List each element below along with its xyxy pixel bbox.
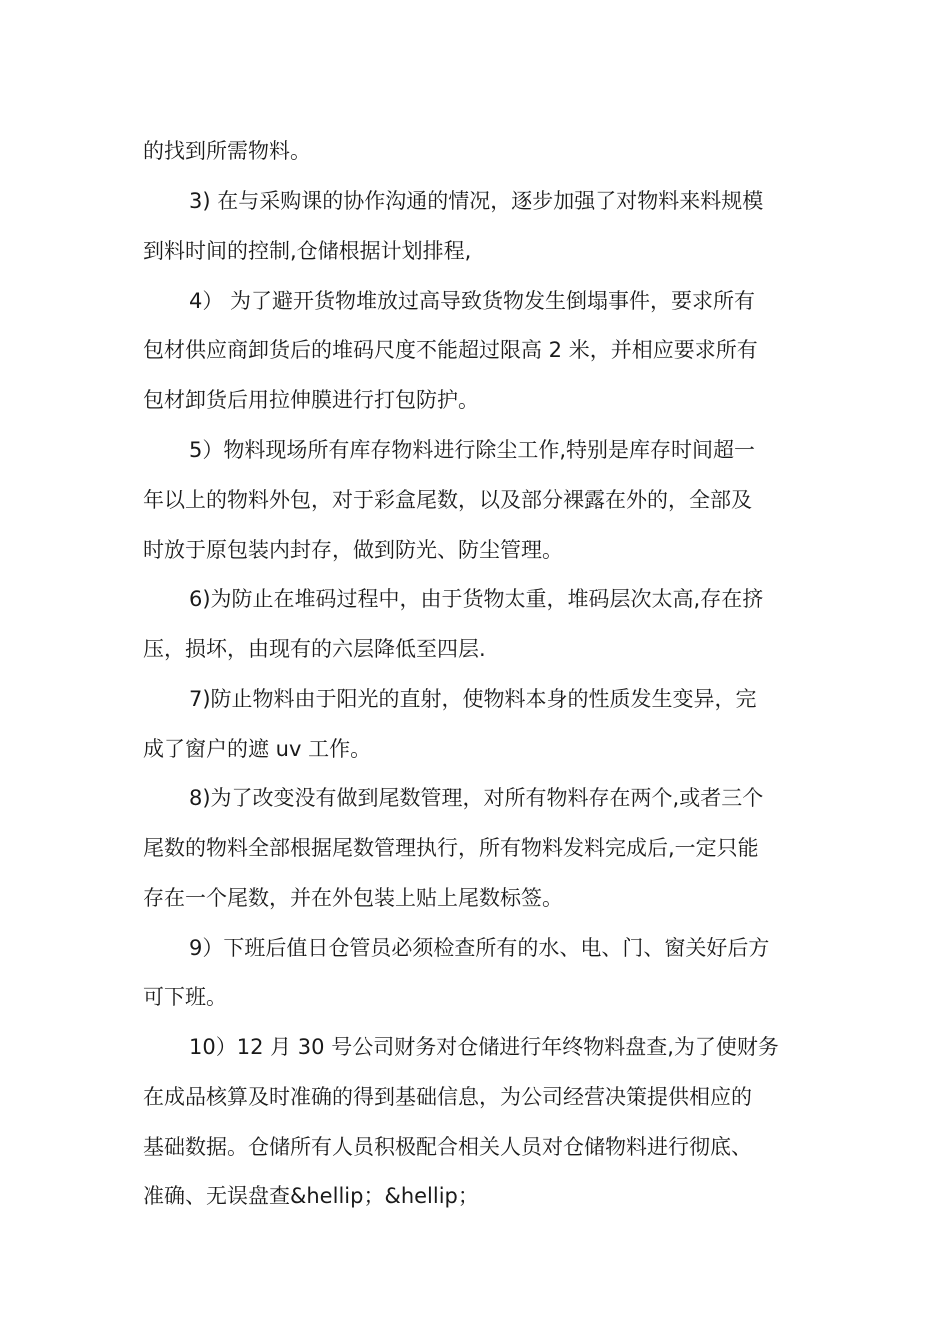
text-line: 7)防止物料由于阳光的直射，使物料本身的性质发生变异，完 — [189, 687, 757, 711]
text-line: 年以上的物料外包，对于彩盒尾数，以及部分裸露在外的，全部及 — [143, 488, 752, 512]
text-line: 10）12 月 30 号公司财务对仓储进行年终物料盘查,为了使财务 — [189, 1035, 779, 1059]
text-line: 的找到所需物料。 — [143, 139, 311, 163]
text-line: 3) 在与采购课的协作沟通的情况，逐步加强了对物料来料规模 — [189, 189, 764, 213]
text-line: 存在一个尾数，并在外包装上贴上尾数标签。 — [143, 886, 563, 910]
text-line: 6)为防止在堆码过程中，由于货物太重，堆码层次太高,存在挤 — [189, 587, 764, 611]
text-line: 压，损坏，由现有的六层降低至四层. — [143, 637, 486, 661]
text-line: 4） 为了避开货物堆放过高导致货物发生倒塌事件，要求所有 — [189, 289, 756, 313]
text-line: 9）下班后值日仓管员必须检查所有的水、电、门、窗关好后方 — [189, 936, 770, 960]
text-line: 成了窗户的遮 uv 工作。 — [143, 737, 372, 761]
text-line: 5）物料现场所有库存物料进行除尘工作,特别是库存时间超一 — [189, 438, 756, 462]
text-line: 包材供应商卸货后的堆码尺度不能超过限高 2 米，并相应要求所有 — [143, 338, 758, 362]
text-line: 到料时间的控制,仓储根据计划排程, — [143, 239, 472, 263]
text-line: 在成品核算及时准确的得到基础信息，为公司经营决策提供相应的 — [143, 1085, 752, 1109]
text-line: 时放于原包装内封存，做到防光、防尘管理。 — [143, 538, 563, 562]
text-line: 基础数据。仓储所有人员积极配合相关人员对仓储物料进行彻底、 — [143, 1135, 752, 1159]
text-line: 尾数的物料全部根据尾数管理执行，所有物料发料完成后,一定只能 — [143, 836, 759, 860]
text-line: 包材卸货后用拉伸膜进行打包防护。 — [143, 388, 479, 412]
text-line: 可下班。 — [143, 985, 227, 1009]
text-line: 准确、无误盘查&hellip；&hellip； — [143, 1184, 479, 1208]
text-line: 8)为了改变没有做到尾数管理，对所有物料存在两个,或者三个 — [189, 786, 764, 810]
